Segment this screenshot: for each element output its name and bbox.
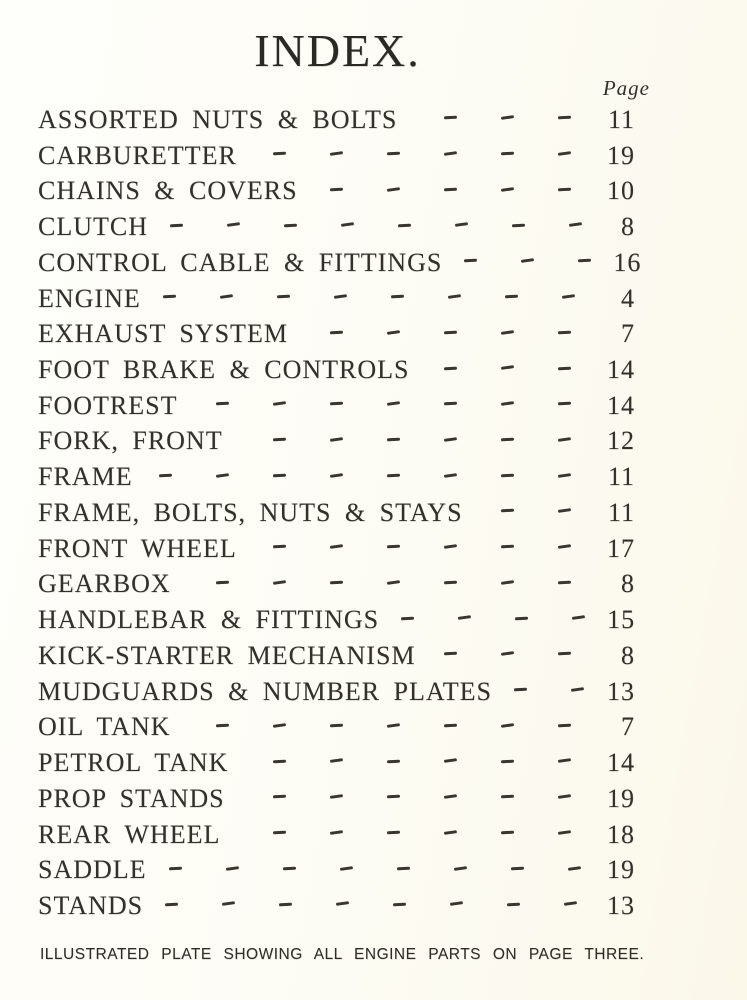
- leader-dash: [251, 761, 308, 764]
- leader-dash: [308, 547, 365, 550]
- leader-dash: [550, 618, 607, 621]
- index-row: [0, 852, 747, 888]
- leader-dash: [308, 154, 365, 157]
- index-row: [0, 567, 747, 603]
- page-number: 19: [607, 783, 635, 813]
- leader-dash: [422, 368, 479, 371]
- leader-dash: [422, 440, 479, 443]
- leader-dash: [319, 225, 376, 228]
- leader-dash: [479, 190, 536, 193]
- leader-dash: [198, 297, 255, 300]
- leader-dash: [251, 404, 308, 407]
- index-row: [0, 173, 747, 209]
- leader-dash: [536, 154, 593, 157]
- index-entry-label: MUDGUARDS & NUMBER PLATES: [38, 676, 492, 706]
- leader-dash: [549, 690, 606, 693]
- index-row: [0, 531, 747, 567]
- leader-dash: [204, 869, 261, 872]
- leader-dash: [251, 440, 308, 443]
- leader-dash: [143, 904, 200, 907]
- leader-dash: [147, 869, 204, 872]
- index-entry-label: OIL TANK: [38, 712, 171, 742]
- leader-dash: [536, 368, 593, 371]
- leader-dash: [479, 547, 536, 550]
- leader-dash: [194, 404, 251, 407]
- leader-dash: [536, 547, 593, 550]
- index-entry-label: EXHAUST SYSTEM: [38, 319, 288, 349]
- index-row: [0, 745, 747, 781]
- index-entry-label: ASSORTED NUTS & BOLTS: [38, 104, 398, 134]
- leader-dash: [479, 726, 536, 729]
- index-entry-label: FRONT WHEEL: [38, 533, 237, 563]
- leader-dash: [422, 797, 479, 800]
- index-entry-label: HANDLEBAR & FITTINGS: [38, 605, 380, 635]
- leader-dash: [261, 869, 318, 872]
- leader-dash: [308, 404, 365, 407]
- leader-dash: [479, 368, 536, 371]
- leader-dash: [365, 833, 422, 836]
- index-entry-label: FORK, FRONT: [38, 426, 223, 456]
- page-number: 4: [621, 283, 635, 313]
- index-entry-label: CONTROL CABLE & FITTINGS: [38, 247, 443, 277]
- index-entry-label: PROP STANDS: [38, 783, 225, 813]
- page-number: 16: [613, 247, 642, 277]
- leader-dash: [308, 833, 365, 836]
- leader-dash: [365, 154, 422, 157]
- leader-dashes: [194, 726, 593, 729]
- index-entry-label: CLUTCH: [38, 212, 148, 242]
- leader-dash: [255, 297, 312, 300]
- leader-dash: [308, 333, 365, 336]
- leader-dash: [308, 440, 365, 443]
- leader-dash: [436, 618, 493, 621]
- leader-dash: [312, 297, 369, 300]
- leader-dash: [422, 583, 479, 586]
- index-entry-label: ENGINE: [38, 283, 141, 313]
- leader-dash: [536, 511, 593, 514]
- page-column-header: Page: [602, 76, 650, 100]
- leader-dash: [547, 225, 604, 228]
- leader-dashes: [148, 225, 604, 228]
- index-entry-label: PETROL TANK: [38, 748, 229, 778]
- leader-dash: [422, 833, 479, 836]
- leader-dash: [194, 476, 251, 479]
- page-number: 15: [607, 605, 636, 635]
- page-number: 19: [607, 855, 635, 885]
- leader-dash: [479, 333, 536, 336]
- page-number: 11: [607, 104, 635, 134]
- leader-dash: [422, 761, 479, 764]
- leader-dash: [542, 904, 599, 907]
- leader-dash: [536, 726, 593, 729]
- leader-dashes: [137, 476, 593, 479]
- leader-dash: [369, 297, 426, 300]
- leader-dash: [308, 761, 365, 764]
- leader-dash: [365, 190, 422, 193]
- leader-dash: [365, 404, 422, 407]
- leader-dash: [314, 904, 371, 907]
- leader-dash: [257, 904, 314, 907]
- leader-dash: [251, 833, 308, 836]
- index-row: [0, 674, 747, 710]
- leader-dash: [205, 225, 262, 228]
- leader-dash: [540, 297, 597, 300]
- index-row: [0, 424, 747, 460]
- page-number: 19: [607, 140, 635, 170]
- index-row: [0, 388, 747, 424]
- leader-dash: [308, 190, 365, 193]
- leader-dash: [432, 869, 489, 872]
- leader-dash: [536, 118, 593, 121]
- leader-dash: [422, 190, 479, 193]
- index-entry-label: CHAINS & COVERS: [38, 176, 298, 206]
- leader-dash: [365, 476, 422, 479]
- index-entry-label: KICK-STARTER MECHANISM: [38, 640, 416, 670]
- index-row: [0, 638, 747, 674]
- leader-dash: [489, 869, 546, 872]
- leader-dash: [536, 797, 593, 800]
- leader-dashes: [308, 190, 593, 193]
- leader-dash: [483, 297, 540, 300]
- leader-dash: [308, 476, 365, 479]
- index-entry-label: REAR WHEEL: [38, 819, 221, 849]
- index-entry-label: CARBURETTER: [38, 140, 237, 170]
- leader-dashes: [143, 904, 599, 907]
- leader-dash: [479, 583, 536, 586]
- leader-dash: [442, 261, 499, 264]
- leader-dash: [479, 476, 536, 479]
- leader-dash: [365, 547, 422, 550]
- leader-dash: [479, 761, 536, 764]
- leader-dash: [422, 404, 479, 407]
- page-number: 11: [607, 462, 635, 492]
- leader-dash: [536, 440, 593, 443]
- leader-dash: [365, 761, 422, 764]
- leader-dashes: [379, 618, 607, 621]
- page-number: 18: [607, 819, 635, 849]
- leader-dash: [422, 118, 479, 121]
- leader-dashes: [194, 583, 593, 586]
- leader-dash: [422, 333, 479, 336]
- leader-dash: [308, 797, 365, 800]
- leader-dashes: [422, 654, 593, 657]
- leader-dash: [422, 154, 479, 157]
- leader-dash: [365, 333, 422, 336]
- leader-dashes: [251, 154, 593, 157]
- page-title: INDEX.: [254, 25, 421, 76]
- leader-dash: [422, 654, 479, 657]
- page-number: 8: [621, 212, 635, 242]
- index-entry-label: SADDLE: [38, 855, 147, 885]
- leader-dash: [200, 904, 257, 907]
- leader-dash: [546, 869, 603, 872]
- index-entry-label: GEARBOX: [38, 569, 171, 599]
- leader-dash: [194, 726, 251, 729]
- page-number: 10: [607, 176, 635, 206]
- index-row: [0, 281, 747, 317]
- leader-dash: [365, 583, 422, 586]
- index-row: [0, 102, 747, 138]
- leader-dashes: [308, 333, 593, 336]
- leader-dash: [251, 726, 308, 729]
- index-entry-label: FOOTREST: [38, 390, 178, 420]
- footnote: ILLUSTRATED PLATE SHOWING ALL ENGINE PARTS ON PAGE THREE.: [40, 946, 645, 963]
- leader-dashes: [422, 118, 593, 121]
- leader-dash: [194, 583, 251, 586]
- leader-dash: [379, 618, 436, 621]
- page-number: 7: [621, 712, 635, 742]
- leader-dash: [371, 904, 428, 907]
- page-number: 7: [621, 319, 635, 349]
- leader-dash: [433, 225, 490, 228]
- leader-dashes: [147, 869, 603, 872]
- page-number: 14: [607, 355, 635, 384]
- leader-dash: [308, 726, 365, 729]
- leader-dash: [375, 869, 432, 872]
- leader-dash: [479, 118, 536, 121]
- leader-dashes: [194, 404, 593, 407]
- leader-dash: [485, 904, 542, 907]
- page-number: 11: [607, 497, 635, 527]
- index-row: [0, 817, 747, 853]
- leader-dash: [141, 297, 198, 300]
- leader-dash: [490, 225, 547, 228]
- leader-dash: [536, 333, 593, 336]
- leader-dashes: [251, 833, 593, 836]
- leader-dash: [251, 547, 308, 550]
- index-list: [0, 102, 747, 924]
- index-row: [0, 352, 747, 388]
- index-row: [0, 888, 747, 924]
- index-entry-label: STANDS: [38, 891, 144, 921]
- leader-dash: [479, 440, 536, 443]
- index-row: [0, 459, 747, 495]
- leader-dashes: [251, 797, 593, 800]
- index-row: [0, 602, 747, 638]
- index-row: [0, 138, 747, 174]
- page-number: 8: [621, 569, 635, 599]
- leader-dash: [479, 511, 536, 514]
- index-row: [0, 209, 747, 245]
- leader-dash: [556, 261, 613, 264]
- leader-dash: [251, 476, 308, 479]
- leader-dash: [493, 618, 550, 621]
- leader-dash: [262, 225, 319, 228]
- leader-dashes: [492, 690, 606, 693]
- leader-dash: [422, 547, 479, 550]
- leader-dash: [365, 797, 422, 800]
- page-number: 17: [607, 533, 635, 563]
- leader-dash: [536, 654, 593, 657]
- page-number: 13: [607, 676, 635, 706]
- leader-dash: [422, 476, 479, 479]
- index-entry-label: FOOT BRAKE & CONTROLS: [38, 355, 410, 384]
- leader-dash: [251, 154, 308, 157]
- leader-dash: [426, 297, 483, 300]
- index-row: [0, 781, 747, 817]
- leader-dash: [536, 583, 593, 586]
- leader-dash: [479, 154, 536, 157]
- leader-dashes: [141, 297, 597, 300]
- leader-dashes: [422, 368, 593, 371]
- page-number: 14: [607, 748, 635, 778]
- leader-dash: [479, 654, 536, 657]
- leader-dashes: [442, 261, 613, 264]
- leader-dashes: [479, 511, 593, 514]
- index-row: [0, 709, 747, 745]
- leader-dash: [251, 797, 308, 800]
- page-number: 14: [607, 390, 635, 420]
- leader-dash: [376, 225, 433, 228]
- leader-dash: [536, 833, 593, 836]
- leader-dash: [137, 476, 194, 479]
- leader-dash: [479, 404, 536, 407]
- page-number: 8: [621, 640, 635, 670]
- leader-dash: [308, 583, 365, 586]
- page-number: 13: [607, 891, 635, 921]
- leader-dash: [492, 690, 549, 693]
- leader-dash: [479, 797, 536, 800]
- leader-dash: [536, 761, 593, 764]
- leader-dash: [422, 726, 479, 729]
- index-row: [0, 495, 747, 531]
- leader-dash: [148, 225, 205, 228]
- leader-dash: [318, 869, 375, 872]
- index-row: [0, 316, 747, 352]
- index-entry-label: FRAME, BOLTS, NUTS & STAYS: [38, 497, 463, 527]
- leader-dash: [365, 440, 422, 443]
- leader-dash: [251, 583, 308, 586]
- index-entry-label: FRAME: [38, 462, 133, 492]
- leader-dash: [479, 833, 536, 836]
- leader-dash: [536, 476, 593, 479]
- leader-dash: [536, 404, 593, 407]
- leader-dash: [536, 190, 593, 193]
- leader-dashes: [251, 440, 593, 443]
- leader-dashes: [251, 761, 593, 764]
- index-row: [0, 245, 747, 281]
- leader-dash: [428, 904, 485, 907]
- leader-dash: [365, 726, 422, 729]
- leader-dashes: [251, 547, 593, 550]
- leader-dash: [499, 261, 556, 264]
- page-number: 12: [607, 426, 635, 456]
